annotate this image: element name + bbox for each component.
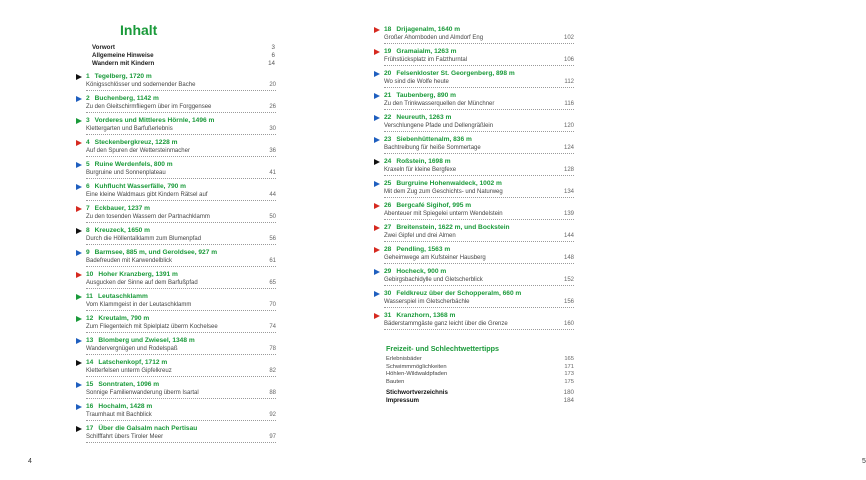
tour-subtitle: Sonnige Familienwanderung überm Isartal <box>86 390 199 396</box>
dotted-rule <box>384 109 574 110</box>
tour-page: 26 <box>269 104 276 110</box>
tour-marker-icon <box>374 225 380 231</box>
tip-row[interactable] <box>386 379 574 387</box>
tour-title-text: Burgruine Hohenwaldeck, 1002 m <box>396 180 502 187</box>
tour-page: 41 <box>269 170 276 176</box>
dotted-rule <box>86 398 276 399</box>
tour-page: 88 <box>269 390 276 396</box>
tour-number: 27 <box>384 224 392 231</box>
tour-page: 56 <box>269 236 276 242</box>
tour-title-text: Kranzhorn, 1368 m <box>396 312 456 319</box>
tour-page: 139 <box>563 211 574 217</box>
row-label: Erlebnisbäder <box>386 356 422 362</box>
tour-subtitle: Bäderstammgäste ganz leicht über die Grenze <box>384 321 508 327</box>
tour-number: 17 <box>86 425 94 432</box>
tour-number: 22 <box>384 114 392 121</box>
tour-number: 20 <box>384 70 392 77</box>
tour-subtitle: Ausgucken der Sinne auf dem Barfußpfad <box>86 280 198 286</box>
tour-subtitle: Zu den Trinkwasserquellen der Münchner <box>384 101 495 107</box>
row-page: 171 <box>564 363 574 370</box>
row-page: 184 <box>563 396 574 404</box>
tour-marker-icon <box>76 404 82 410</box>
tour-number: 8 <box>86 227 90 234</box>
row-page: 165 <box>564 356 574 362</box>
tour-title-text: Tegelberg, 1720 m <box>94 73 152 80</box>
tour-title-text: Feldkreuz über der Schopperalm, 660 m <box>396 290 522 297</box>
intro-section <box>92 44 275 68</box>
tour-title <box>86 138 178 147</box>
dotted-rule <box>86 178 276 179</box>
tour-page: 20 <box>269 82 276 88</box>
tour-marker-icon <box>76 74 82 80</box>
tour-marker-icon <box>76 426 82 432</box>
tour-entry[interactable] <box>76 270 276 292</box>
tour-page: 30 <box>269 126 276 132</box>
tour-title <box>384 179 502 188</box>
row-label: Impressum <box>386 396 420 404</box>
tour-page: 70 <box>269 302 276 308</box>
tour-subtitle: Burgruine und Sonnenplateau <box>86 170 166 176</box>
tour-page: 74 <box>269 324 276 330</box>
tour-number: 13 <box>86 337 94 344</box>
tour-entry[interactable] <box>76 94 276 116</box>
tour-title <box>86 358 167 367</box>
tour-title-text: Eckbauer, 1237 m <box>94 205 151 212</box>
tour-title <box>86 116 214 125</box>
tour-entry[interactable] <box>76 402 276 424</box>
tour-marker-icon <box>76 96 82 102</box>
dotted-rule <box>86 266 276 267</box>
dotted-rule <box>384 219 574 220</box>
tour-page: 82 <box>269 368 276 374</box>
tour-number: 7 <box>86 205 90 212</box>
tour-title-text: Kuhflucht Wasserfälle, 790 m <box>94 183 187 190</box>
tour-entry[interactable] <box>76 138 276 160</box>
tour-entry[interactable] <box>374 47 574 69</box>
tour-title-text: Taubenberg, 890 m <box>396 92 456 99</box>
tour-title-text: Latschenkopf, 1712 m <box>98 359 168 366</box>
tour-number: 18 <box>384 26 392 33</box>
dotted-rule <box>384 87 574 88</box>
tour-marker-icon <box>374 291 380 297</box>
dotted-rule <box>384 329 574 330</box>
tour-title-text: Kreuzeck, 1650 m <box>94 227 151 234</box>
tour-marker-icon <box>76 206 82 212</box>
tour-entry[interactable] <box>374 157 574 179</box>
tour-title <box>384 201 471 210</box>
tour-page: 106 <box>563 57 574 63</box>
row-page: 175 <box>564 378 574 385</box>
tour-title-text: Ruine Werdenfels, 800 m <box>94 161 173 168</box>
tour-title <box>86 204 150 213</box>
tour-title-text: Barmsee, 885 m, und Geroldsee, 927 m <box>94 249 218 256</box>
tour-title-text: Blomberg und Zwiesel, 1348 m <box>98 337 195 344</box>
tips-section <box>386 343 574 404</box>
tour-number: 23 <box>384 136 392 143</box>
tour-page: 128 <box>563 167 574 173</box>
tour-subtitle: Auf den Spuren der Wettersteinmacher <box>86 148 190 154</box>
tour-entry[interactable] <box>374 223 574 245</box>
tour-subtitle: Durch die Höllentalklamm zum Blumenpfad <box>86 236 202 242</box>
row-label: Bauten <box>386 378 405 385</box>
tour-subtitle: Geheimwege am Kufsteiner Hausberg <box>384 255 486 261</box>
tour-entry[interactable] <box>76 248 276 270</box>
tour-page: 97 <box>269 434 276 440</box>
intro-row[interactable] <box>92 60 275 68</box>
tour-page: 124 <box>563 145 574 151</box>
dotted-rule <box>86 90 276 91</box>
dotted-rule <box>86 112 276 113</box>
tour-subtitle: Zu den tosenden Wassern der Partnachklamm <box>86 214 210 220</box>
tour-title-text: Roßstein, 1698 m <box>396 158 451 165</box>
tour-marker-icon <box>76 184 82 190</box>
tour-title <box>384 245 450 254</box>
tour-marker-icon <box>374 71 380 77</box>
row-page: 173 <box>564 371 574 377</box>
tour-subtitle: Kletterfelsen unterm Gipfelkreuz <box>86 368 172 374</box>
tour-title-text: Steckenbergkreuz, 1228 m <box>94 139 178 146</box>
tour-marker-icon <box>374 27 380 33</box>
tour-marker-icon <box>76 272 82 278</box>
tour-number: 15 <box>86 381 94 388</box>
toc-heading: Inhalt <box>120 22 158 38</box>
tour-marker-icon <box>374 115 380 121</box>
tour-subtitle: Zum Fliegenteich mit Spielplatz überm Kochelsee <box>86 324 218 330</box>
tour-marker-icon <box>76 162 82 168</box>
tour-title-text: Vorderes und Mittleres Hörnle, 1496 m <box>94 117 215 124</box>
tour-title <box>384 223 510 232</box>
tour-title <box>86 292 148 301</box>
tip-row[interactable] <box>386 371 574 379</box>
tip-row[interactable] <box>386 364 574 372</box>
tour-subtitle: Frühstücksplatz im Falzthurntal <box>384 57 468 63</box>
tour-number: 14 <box>86 359 94 366</box>
row-label: Schwimmmöglichkeiten <box>386 363 447 370</box>
tour-title <box>384 113 451 122</box>
tour-page: 65 <box>269 280 276 286</box>
dotted-rule <box>384 65 574 66</box>
tour-subtitle: Badefreuden mit Karwendelblick <box>86 258 173 264</box>
tour-marker-icon <box>76 140 82 146</box>
tour-marker-icon <box>76 338 82 344</box>
tour-number: 5 <box>86 161 90 168</box>
tour-title <box>86 402 152 411</box>
tour-title-text: Hocheck, 900 m <box>396 268 447 275</box>
dotted-rule <box>384 175 574 176</box>
tour-number: 12 <box>86 315 94 322</box>
tour-marker-icon <box>76 228 82 234</box>
tour-number: 4 <box>86 139 90 146</box>
tour-number: 29 <box>384 268 392 275</box>
dotted-rule <box>86 134 276 135</box>
row-page: 180 <box>563 389 574 396</box>
tour-marker-icon <box>374 313 380 319</box>
intro-row[interactable] <box>92 52 275 60</box>
tour-number: 25 <box>384 180 392 187</box>
dotted-rule <box>384 131 574 132</box>
tour-number: 19 <box>384 48 392 55</box>
intro-label: Wandern mit Kindern <box>92 60 155 67</box>
closing-row[interactable] <box>386 397 574 405</box>
tour-title-text: Felsenkloster St. Georgenberg, 898 m <box>396 70 515 77</box>
tour-subtitle: Vom Klammgeist in der Leutaschklamm <box>86 302 192 308</box>
tour-entry[interactable] <box>76 292 276 314</box>
tour-marker-icon <box>76 118 82 124</box>
tour-title-text: Buchenberg, 1142 m <box>94 95 159 102</box>
dotted-rule <box>384 43 574 44</box>
dotted-rule <box>86 420 276 421</box>
tour-page: 44 <box>269 192 276 198</box>
tour-title-text: Sonntraten, 1096 m <box>98 381 160 388</box>
tour-marker-icon <box>374 137 380 143</box>
tour-page: 134 <box>563 189 574 195</box>
dotted-rule <box>86 332 276 333</box>
tour-marker-icon <box>374 49 380 55</box>
tour-list-right <box>374 25 574 333</box>
tour-page: 120 <box>563 123 574 129</box>
tour-page: 148 <box>563 255 574 261</box>
tour-subtitle: Klettergarten und Barfußerlebnis <box>86 126 173 132</box>
tour-page: 92 <box>269 412 276 418</box>
intro-label: Vorwort <box>92 44 115 51</box>
tour-title-text: Gramaialm, 1263 m <box>396 48 457 55</box>
tour-marker-icon <box>76 250 82 256</box>
tour-entry[interactable] <box>76 160 276 182</box>
tour-entry[interactable] <box>374 135 574 157</box>
tour-title-text: Bergcafé Sigihof, 995 m <box>396 202 472 209</box>
tour-subtitle: Königsschlösser und sodernender Bache <box>86 82 196 88</box>
tour-number: 16 <box>86 403 94 410</box>
tour-number: 31 <box>384 312 392 319</box>
tour-number: 24 <box>384 158 392 165</box>
tour-subtitle: Schifffahrt übers Tiroler Meer <box>86 434 164 440</box>
tour-page: 61 <box>269 258 276 264</box>
tour-title <box>86 182 186 191</box>
tour-entry[interactable] <box>374 69 574 91</box>
tour-entry[interactable] <box>374 179 574 201</box>
tour-title <box>86 72 152 81</box>
tour-page: 50 <box>269 214 276 220</box>
tour-number: 9 <box>86 249 90 256</box>
tour-title <box>86 314 149 323</box>
tour-subtitle: Mit dem Zug zum Geschichts- und Naturweg <box>384 189 503 195</box>
tour-subtitle: Wandervergnügen und Rodelspaß <box>86 346 178 352</box>
tour-title <box>384 69 515 78</box>
tour-entry[interactable] <box>374 113 574 135</box>
dotted-rule <box>86 376 276 377</box>
tip-row[interactable] <box>386 356 574 364</box>
tour-title <box>86 380 159 389</box>
tour-entry[interactable] <box>76 116 276 138</box>
tour-number: 10 <box>86 271 94 278</box>
tour-title <box>384 91 456 100</box>
dotted-rule <box>86 200 276 201</box>
tour-page: 78 <box>269 346 276 352</box>
tour-title-text: Hoher Kranzberg, 1391 m <box>98 271 178 278</box>
tour-subtitle: Zu den Gleitschirmfliegern über im Forggensee <box>86 104 212 110</box>
tour-entry[interactable] <box>374 25 574 47</box>
tour-entry[interactable] <box>374 91 574 113</box>
tour-subtitle: Kraxeln für kleine Bergfexe <box>384 167 457 173</box>
tour-marker-icon <box>374 181 380 187</box>
tour-subtitle: Gebirgsbachidylle und Gletscherblick <box>384 277 483 283</box>
tour-title <box>86 160 173 169</box>
page-number-left: 4 <box>28 458 32 465</box>
tour-page: 36 <box>269 148 276 154</box>
tour-entry[interactable] <box>374 289 574 311</box>
intro-page: 6 <box>271 52 275 59</box>
tour-subtitle: Traumhaut mit Bachblick <box>86 412 152 418</box>
dotted-rule <box>384 197 574 198</box>
tour-title <box>86 248 217 257</box>
tour-page: 102 <box>563 35 574 41</box>
tour-entry[interactable] <box>374 245 574 267</box>
tour-title-text: Leutaschklamm <box>97 293 148 300</box>
tour-number: 3 <box>86 117 90 124</box>
tour-page: 116 <box>564 101 574 107</box>
tour-marker-icon <box>374 93 380 99</box>
tour-marker-icon <box>76 382 82 388</box>
tour-title <box>384 25 460 34</box>
dotted-rule <box>86 244 276 245</box>
tour-subtitle: Wo sind die Wolfe heute <box>384 79 449 85</box>
tour-title-text: Breitenstein, 1622 m, und Bockstein <box>396 224 510 231</box>
dotted-rule <box>384 241 574 242</box>
tour-number: 30 <box>384 290 392 297</box>
tour-marker-icon <box>374 203 380 209</box>
tour-title <box>384 157 451 166</box>
tour-subtitle: Verschlungene Pfade und Dellengräßlein <box>384 123 494 129</box>
tour-marker-icon <box>374 159 380 165</box>
right-page <box>300 0 866 480</box>
tour-entry[interactable] <box>76 424 276 446</box>
tour-entry[interactable] <box>374 267 574 289</box>
tour-entry[interactable] <box>76 380 276 402</box>
tour-subtitle: Großer Ahornboden und Almdorf Eng <box>384 35 484 41</box>
tour-marker-icon <box>76 360 82 366</box>
dotted-rule <box>86 354 276 355</box>
tour-title-text: Hochalm, 1428 m <box>98 403 153 410</box>
tour-list-left <box>76 72 276 446</box>
tour-subtitle: Wasserspiel im Gletscherbächle <box>384 299 470 305</box>
tour-number: 28 <box>384 246 392 253</box>
tour-marker-icon <box>76 294 82 300</box>
row-label: Höhlen-Wildwaldpfaden <box>386 371 448 377</box>
tour-marker-icon <box>374 269 380 275</box>
tour-entry[interactable] <box>76 204 276 226</box>
dotted-rule <box>384 285 574 286</box>
tour-number: 1 <box>86 73 90 80</box>
dotted-rule <box>86 442 276 443</box>
tour-entry[interactable] <box>76 358 276 380</box>
page-number-right: 5 <box>862 458 866 465</box>
tour-title-text: Neureuth, 1263 m <box>396 114 452 121</box>
tour-title-text: Drijagenalm, 1640 m <box>396 26 461 33</box>
tour-number: 2 <box>86 95 90 102</box>
dotted-rule <box>86 156 276 157</box>
dotted-rule <box>86 310 276 311</box>
tour-title <box>86 226 150 235</box>
tour-entry[interactable] <box>76 314 276 336</box>
intro-label: Allgemeine Hinweise <box>92 52 154 59</box>
dotted-rule <box>384 307 574 308</box>
left-page <box>0 0 300 480</box>
tour-title <box>384 47 456 56</box>
tour-marker-icon <box>374 247 380 253</box>
dotted-rule <box>384 153 574 154</box>
tour-entry[interactable] <box>374 311 574 333</box>
tour-title <box>86 424 197 433</box>
tour-title <box>384 135 472 144</box>
tour-marker-icon <box>76 316 82 322</box>
tour-entry[interactable] <box>374 201 574 223</box>
tour-title-text: Über die Galsalm nach Pertisau <box>98 425 198 432</box>
tour-subtitle: Bachtreibung für heiße Sommertage <box>384 145 481 151</box>
tour-title <box>384 289 521 298</box>
dotted-rule <box>86 222 276 223</box>
tour-title-text: Kreutalm, 790 m <box>98 315 150 322</box>
tour-number: 21 <box>384 92 392 99</box>
tour-entry[interactable] <box>76 72 276 94</box>
dotted-rule <box>86 288 276 289</box>
row-label: Stichwortverzeichnis <box>386 389 448 396</box>
tour-title <box>384 267 446 276</box>
dotted-rule <box>384 263 574 264</box>
tips-list <box>386 356 574 386</box>
closing-row[interactable] <box>386 389 574 397</box>
tour-entry[interactable] <box>76 226 276 248</box>
tour-title-text: Pendling, 1563 m <box>396 246 451 253</box>
tour-title-text: Siebenhüttenalm, 836 m <box>396 136 472 143</box>
tour-entry[interactable] <box>76 182 276 204</box>
tour-number: 26 <box>384 202 392 209</box>
tour-title <box>86 94 159 103</box>
tour-title <box>384 311 455 320</box>
intro-page: 14 <box>268 60 275 67</box>
tour-title <box>86 270 178 279</box>
tour-entry[interactable] <box>76 336 276 358</box>
tour-page: 152 <box>563 277 574 283</box>
tour-number: 6 <box>86 183 90 190</box>
tour-subtitle: Eine kleine Waldmaus gibt Kindern Rätsel auf <box>86 192 208 198</box>
tips-heading: Freizeit- und Schlechtwettertipps <box>386 344 500 353</box>
tour-number: 11 <box>86 293 93 300</box>
tour-subtitle: Zwei Gipfel und drei Almen <box>384 233 456 239</box>
tour-title <box>86 336 195 345</box>
tour-page: 156 <box>563 299 574 305</box>
intro-row[interactable] <box>92 44 275 52</box>
intro-page: 3 <box>271 44 275 51</box>
tour-page: 112 <box>564 79 574 85</box>
closing-list <box>386 389 574 404</box>
tour-page: 160 <box>563 321 574 327</box>
tour-subtitle: Abenteuer mit Spiegelei unterm Wendelstein <box>384 211 503 217</box>
tour-page: 144 <box>563 233 574 239</box>
